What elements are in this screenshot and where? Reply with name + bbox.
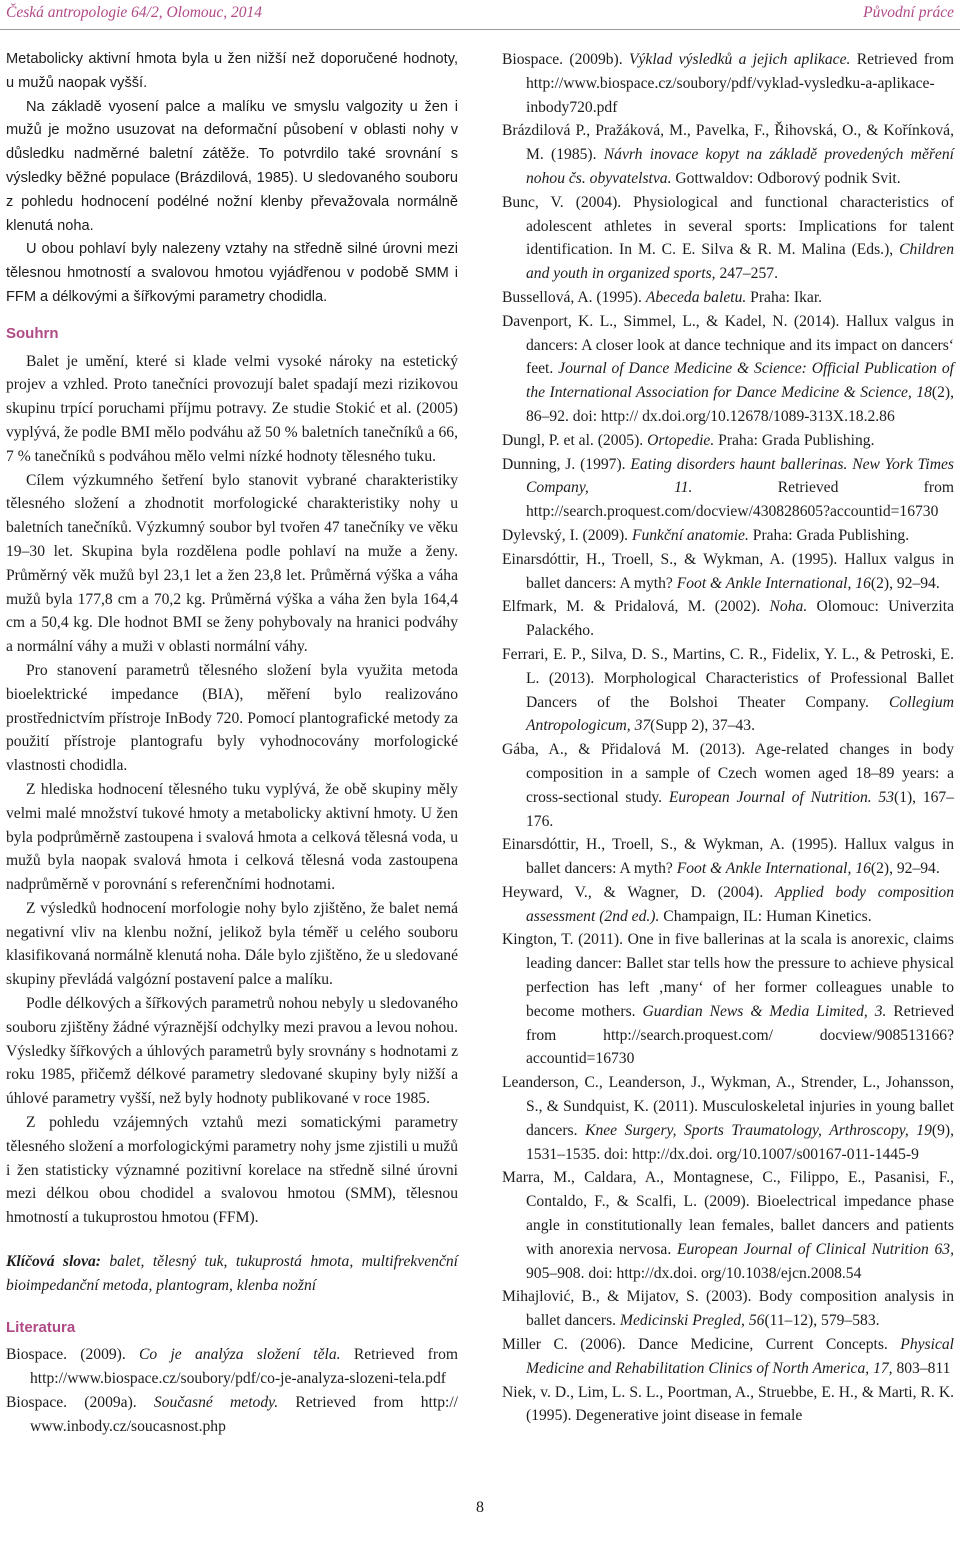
journal-citation: Česká antropologie 64/2, Olomouc, 2014 xyxy=(6,4,263,21)
running-header xyxy=(6,0,954,28)
reference-entry xyxy=(502,1381,954,1429)
reference-authors: Gába, A., & Přidalová M. (2013). Age-related changes in body composition in a sample of Czech women aged 18–89 years: a cross-sectional study. xyxy=(502,741,954,806)
body-paragraph: Na základě vyosení palce a malíku ve smyslu valgozity u žen i mužů je možno usuzovat na deformační působení v oblasti nohy v důsledku nadměrné baletní zátěže. To potvrdilo také srovnání s výsledky běžné populace (Brázdilová, 1985). U sledovaného souboru z pohledu hodnocení podélné nožní klenby převažovala normálně klenutá noha. xyxy=(6,98,458,234)
summary-paragraph: Z hlediska hodnocení tělesného tuku vyplývá, že obě skupiny měly velmi malé množství tukové hmoty a metabolicky aktivní hmoty. U žen byla podprůměrně zastoupena i svalová hmota a celková tělesná voda, u mužů byla naopak svalová hmota i celková tělesná voda zastoupena nadprůměrně v porovnání s referenčními hodnotami. xyxy=(6,780,458,894)
reference-title: Applied body composition assessment (2nd ed.). xyxy=(526,883,955,925)
reference-authors: Biospace. (2009). xyxy=(6,1346,140,1364)
reference-authors: Mihajlović, B., & Mijatov, S. (2003). Body composition analysis in ballet dancers. xyxy=(502,1288,954,1330)
summary-heading: Souhrn xyxy=(6,324,59,342)
reference-title: Journal of Dance Medicine & Science: Official Publication of the International Association for Dance Medicine & Science, 18 xyxy=(526,360,954,402)
reference-authors: Davenport, K. L., Simmel, L., & Kadel, N. (2014). Hallux valgus in dancers: A closer look at dance technique and its impact on dancers‘ feet. xyxy=(502,312,954,378)
summary-paragraph: Cílem výzkumného šetření bylo stanovit vybrané charakteristiky tělesného složení a zhodnotit morfologické charakteristiky nohy u baletních tanečníků. Výzkumný soubor byl tvořen 47 tanečníky ve věku 19–30 let. Skupina byla rozdělena podle pohlaví na muže a ženy. Průměrný věk mužů byl 23,1 let a žen 23,8 let. Průměrná výška a váha mužů byla 177,8 cm a 70,2 kg. Průměrná výška a váha žen byla 164,4 cm a 50,4 kg. Dle hodnot BMI se ženy pohybovaly na hranici podváhy a normální váhy a muži v oblasti normální váhy. xyxy=(6,471,458,656)
reference-title: Foot & Ankle International, 16 xyxy=(676,860,871,878)
summary-text xyxy=(6,350,458,1230)
reference-title: Foot & Ankle International, 16 xyxy=(676,574,871,592)
reference-authors: Dungl, P. et al. (2005). xyxy=(502,431,648,449)
reference-title: Funkční anatomie. xyxy=(631,526,749,544)
reference-entry xyxy=(502,928,954,1071)
reference-details: (9), 1531–1535. doi: http://dx.doi. org/10.1007/s00167-011-1445-9 xyxy=(526,1121,954,1163)
reference-authors: Bussellová, A. (1995). xyxy=(502,288,646,306)
reference-authors: Dunning, J. (1997). xyxy=(502,455,631,473)
reference-details: Retrieved from http://search.proquest.com/ docview/908513166?accountid=16730 xyxy=(526,1002,954,1068)
reference-entry xyxy=(6,1391,458,1439)
reference-details: Olomouc: Univerzita Palackého. xyxy=(526,598,954,640)
reference-authors: Einarsdóttir, H., Troell, S., & Wykman, A. (1995). Hallux valgus in ballet dancers: A myth? xyxy=(502,550,954,592)
summary-paragraph: Balet je umění, které si klade velmi vysoké nároky na estetický projev a vzhled. Proto tanečníci provozují balet spadají mezi rizikovou skupinu trpící poruchami příjmu potravy. Ze studie Stokić et al. (2005) vyplývá, že podle BMI mělo podváhu až 50 % baletních tanečníků a 66, 7 % tanečníků s podváhou mělo velmi nízké hodnoty tělesného tuku. xyxy=(6,352,458,465)
reference-title: Children and youth in organized sports, xyxy=(526,241,954,283)
reference-title: Knee Surgery, Sports Traumatology, Arthroscopy, 19 xyxy=(585,1121,932,1139)
right-column xyxy=(502,48,954,1428)
reference-entry xyxy=(502,1333,954,1381)
header-rule xyxy=(0,29,960,30)
reference-entry xyxy=(502,191,954,286)
reference-authors: Kington, T. (2011). One in five ballerinas at la scala is anorexic, claims leading dancer: Ballet star tells how the pressure to achieve physical perfection has left ‚many‘ of her former colleagues unable to become mothers. xyxy=(502,931,954,1020)
reference-entry xyxy=(502,48,954,119)
reference-details: Praha: Grada Publishing. xyxy=(748,526,910,544)
reference-details: Retrieved from http:// www.inbody.cz/soucasnost.php xyxy=(30,1394,458,1435)
summary-paragraph: Podle délkových a šířkových parametrů nohou nebyly u sledovaného souboru zjištěny žádné výraznější odchylky mezi pravou a levou nohou. Výsledky šířkových a úhlových parametrů byly srovnány s hodnotami z roku 1985, přičemž délkové parametry sledované skupiny byly nižší a úhlové parametry vyšší, než byly hodnoty publikované v roce 1985. xyxy=(6,995,458,1108)
reference-entry xyxy=(502,595,954,643)
reference-entry xyxy=(502,548,954,596)
reference-authors: Brázdilová P., Pražáková, M., Pavelka, F., Řihovská, O., & Kořínková, M. (1985). xyxy=(502,122,954,164)
reference-authors: Dylevský, I. (2009). xyxy=(502,526,632,544)
reference-entry xyxy=(502,643,954,738)
reference-title: Abeceda baletu. xyxy=(645,288,747,306)
reference-title: Co je analýza složení těla. xyxy=(139,1346,341,1364)
reference-details: Praha: Grada Publishing. xyxy=(714,431,875,449)
summary-paragraph: Z pohledu vzájemných vztahů mezi somatickými parametry tělesného složení a morfologickými parametry nohy jsme zjistili u mužů i žen statisticky významné pozitivní korelace na středně silné úrovni mezi délkou obou chodidel a svalovou hmotou (SMM), tělesnou hmotností a tukuprostou hmotou (FFM). xyxy=(6,1114,458,1227)
reference-details: (Supp 2), 37–43. xyxy=(650,717,755,735)
left-column xyxy=(6,48,458,1439)
reference-details: (2), 92–94. xyxy=(870,860,940,878)
reference-list-left xyxy=(6,1343,458,1438)
keywords xyxy=(6,1250,458,1298)
body-paragraph: Metabolicky aktivní hmota byla u žen nižší než doporučené hodnoty, u mužů naopak vyšší. xyxy=(6,51,458,91)
keywords-label: Klíčová slova: xyxy=(6,1253,101,1271)
reference-details: 803–811 xyxy=(892,1359,951,1377)
reference-details: 905–908. doi: http://dx.doi. org/10.1038/ejcn.2008.54 xyxy=(526,1264,862,1282)
reference-details: (2), 86–92. doi: http:// dx.doi.org/10.12678/1089-313X.18.2.86 xyxy=(526,384,954,425)
reference-details: (11–12), 579–583. xyxy=(764,1312,880,1330)
reference-authors: Marra, M., Caldara, A., Montagnese, C., Filippo, E., Pasanisi, F., Contaldo, F., & Scalfi, L. (2009). Bioelectrical impedance phase angle in constitutionally lean females, ballet dancers and patients with anorexia nervosa. xyxy=(502,1169,954,1258)
reference-authors: Einarsdóttir, H., Troell, S., & Wykman, A. (1995). Hallux valgus in ballet dancers: A myth? xyxy=(502,836,954,878)
reference-details: Praha: Ikar. xyxy=(746,288,823,306)
reference-details: Champaign, IL: Human Kinetics. xyxy=(659,907,872,925)
reference-title: European Journal of Nutrition. 53 xyxy=(668,788,894,806)
reference-title: Medicinski Pregled, 56 xyxy=(619,1312,765,1330)
reference-entry xyxy=(502,881,954,929)
reference-details: Retrieved from http://www.biospace.cz/soubory/pdf/co-je-analyza-slozeni-tela.pdf xyxy=(30,1346,458,1388)
reference-entry xyxy=(502,738,954,833)
reference-title: European Journal of Clinical Nutrition 63, xyxy=(676,1240,954,1258)
reference-details: 247–257. xyxy=(715,265,778,283)
reference-details: (2), 92–94. xyxy=(870,574,940,592)
reference-authors: Niek, v. D., Lim, L. S. L., Poortman, A., Struebbe, E. H., & Marti, R. K. (1995). Degenerative joint disease in female xyxy=(502,1383,954,1425)
summary-paragraph: Z výsledků hodnocení morfologie nohy bylo zjištěno, že balet nemá negativní vliv na klenbu nožní, jelikož byla téměř u celého souboru klasifikovaná normálně klenutá noha. Dále bylo zjištěno, že u sledované skupiny převládá valgózní postavení palce a malíku. xyxy=(6,899,458,989)
reference-entry xyxy=(502,1071,954,1166)
body-paragraph: U obou pohlaví byly nalezeny vztahy na středně silné úrovni mezi tělesnou hmotností a svalovou hmotou vyjádřenou v podobě SMM i FFM a délkovými a šířkovými parametry chodidla. xyxy=(6,241,458,305)
reference-details: (1), 167–176. xyxy=(526,788,955,830)
reference-title: Noha. xyxy=(769,598,808,616)
reference-authors: Biospace. (2009a). xyxy=(6,1394,154,1412)
reference-title: Současné metody. xyxy=(153,1394,279,1412)
reference-details: Retrieved from http://www.biospace.cz/soubory/pdf/vyklad-vysledku-a-aplikace-inbody720.pdf xyxy=(526,51,955,116)
reference-title: Ortopedie. xyxy=(647,431,715,449)
summary-paragraph: Pro stanovení parametrů tělesného složení byla využita metoda bioelektrické impedance (BIA), měření bylo realizováno prostřednictvím přístroje InBody 720. Pomocí plantografické metody za použití přístroje plantografu byly vyhodnocovány morfologické vlastnosti chodidla. xyxy=(6,661,458,775)
reference-authors: Ferrari, E. P., Silva, D. S., Martins, C. R., Fidelix, Y. L., & Petroski, E. L. (2013). Morphological Characteristics of Professional Ballet Dancers of the Bolshoi Theater Company. xyxy=(502,645,954,711)
reference-entry xyxy=(502,453,954,524)
reference-authors: Elfmark, M. & Pridalová, M. (2002). xyxy=(502,598,770,616)
reference-authors: Miller C. (2006). Dance Medicine, Current Concepts. xyxy=(502,1336,901,1354)
reference-title: Výklad výsledků a jejich aplikace. xyxy=(628,51,851,68)
keywords-text: balet, tělesný tuk, tukuprostá hmota, multifrekvenční bioimpedanční metoda, plantogram, klenba nožní xyxy=(6,1253,458,1294)
intro-text xyxy=(6,48,458,310)
reference-authors: Leanderson, C., Leanderson, J., Wykman, A., Strender, L., Johansson, S., & Sundquist, K. (2011). Musculoskeletal injuries in young ballet dancers. xyxy=(502,1074,954,1139)
reference-title: Collegium Antropologicum, 37 xyxy=(526,693,954,735)
reference-entry xyxy=(502,1166,954,1285)
reference-list-right xyxy=(502,48,954,1428)
article-type: Původní práce xyxy=(863,4,954,21)
reference-entry xyxy=(502,119,954,190)
reference-details: Retrieved from http://search.proquest.com/docview/430828605?accountid=16730 xyxy=(526,479,954,521)
reference-authors: Biospace. (2009b). xyxy=(502,51,629,68)
reference-title: Návrh inovace kopyt na základě provedených měření nohou čs. obyvatelstva. xyxy=(526,146,954,187)
reference-authors: Bunc, V. (2004). Physiological and functional characteristics of adolescent athletes in several sports: Implications for talent identification. In M. C. E. Silva & R. M. Malina (Eds.), xyxy=(502,193,954,259)
page-number: 8 xyxy=(476,1499,484,1516)
reference-entry xyxy=(502,310,954,429)
reference-entry xyxy=(502,286,954,310)
reference-authors: Heyward, V., & Wagner, D. (2004). xyxy=(502,883,776,901)
reference-entry xyxy=(502,524,954,548)
reference-details: Gottwaldov: Odborový podnik Svit. xyxy=(671,169,901,187)
reference-entry xyxy=(502,429,954,453)
reference-entry xyxy=(6,1343,458,1391)
reference-title: Guardian News & Media Limited, 3. xyxy=(642,1002,887,1020)
reference-entry xyxy=(502,833,954,881)
reference-entry xyxy=(502,1285,954,1333)
literature-heading: Literatura xyxy=(6,1318,76,1336)
reference-title: Eating disorders haunt ballerinas. New York Times Company, 11. xyxy=(526,455,954,497)
reference-title: Physical Medicine and Rehabilitation Clinics of North America, 17, xyxy=(526,1336,954,1377)
